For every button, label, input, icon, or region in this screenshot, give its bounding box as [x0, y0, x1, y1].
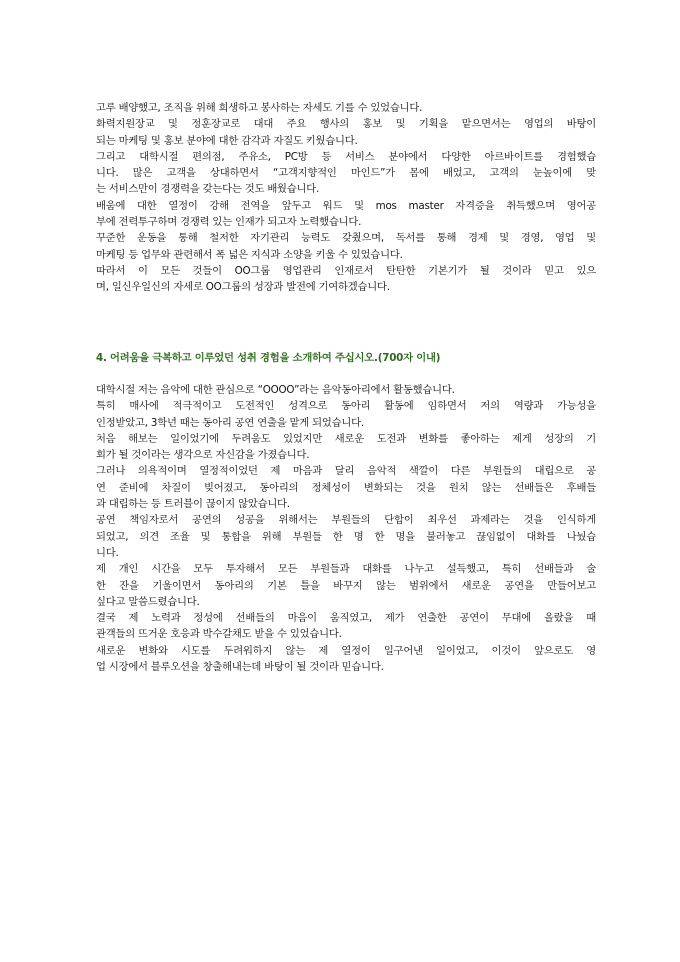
question-4-heading: 4. 어려움을 극복하고 이루었던 성취 경험을 소개하여 주십시오.(700자 이내): [96, 352, 441, 364]
text-line: 되었고, 의견 조율 및 통합을 위해 부원들 한 명 한 명을 불러놓고 끊임없이 대화를 나눴습: [96, 530, 596, 543]
text-line: 따라서 이 모든 것들이 OO그룹 영업관리 인재로서 탄탄한 기본기가 될 것이라 믿고 있으: [96, 264, 596, 277]
text-line: 니다.: [96, 546, 119, 559]
text-line: 꾸준한 운동을 통해 철저한 자기관리 능력도 갖췄으며, 독서를 통해 경제 및 경영, 영업 및: [96, 232, 596, 245]
text-line: 결국 제 노력과 정성에 선배들의 마음이 움직였고, 제가 연출한 공연이 무대에 올랐을 때: [96, 612, 596, 625]
text-line: 그러나 의욕적이며 열정적이었던 제 마음과 달리 음악적 색깔이 다른 부원들의 대립으로 공: [96, 465, 596, 478]
text-line: 부에 전력투구하며 경쟁력 있는 인재가 되고자 노력했습니다.: [96, 216, 362, 229]
text-line: 는 서비스만이 경쟁력을 갖는다는 것도 배웠습니다.: [96, 183, 320, 196]
text-line: 특히 매사에 적극적이고 도전적인 성격으로 동아리 활동에 임하면서 저의 역량과 가능성을: [96, 400, 596, 413]
text-line: 되는 마케팅 및 홍보 분야에 대한 감각과 자질도 키웠습니다.: [96, 134, 358, 147]
text-line: 며, 일신우일신의 자세로 OO그룹의 성장과 발전에 기여하겠습니다.: [96, 281, 390, 294]
text-line: 고루 배양했고, 조직을 위해 희생하고 봉사하는 자세도 기를 수 있었습니다.: [96, 102, 423, 114]
text-line: 제 개인 시간을 모두 투자해서 모든 부원들과 대화를 나누고 설득했고, 특히 선배들과 술: [96, 563, 596, 576]
text-line: 업 시장에서 블루오션을 창출해내는데 바탕이 될 것이라 믿습니다.: [96, 661, 384, 674]
text-line: 연 준비에 차질이 빚어졌고, 동아리의 정체성이 변화되는 것을 원치 않는 선배들은 후배들: [96, 481, 596, 494]
text-line: 화력지원장교 및 정훈장교로 대대 주요 행사의 홍보 및 기획을 맡으면서는 영업의 바탕이: [96, 118, 596, 131]
text-line: 새로운 변화와 시도를 두려워하지 않는 제 열정이 일구어낸 일이었고, 이것이 앞으로도 영: [96, 644, 596, 657]
text-line: 공연 책임자로서 공연의 성공을 위해서는 부원들의 단합이 최우선 과제라는 것을 인식하게: [96, 514, 596, 527]
section-1-body: [96, 100, 596, 296]
text-line: 한 잔을 기울이면서 동아리의 기본 틀을 바꾸지 않는 범위에서 새로운 공연을 만들어보고: [96, 579, 596, 592]
text-line: 싶다고 말씀드렸습니다.: [96, 595, 200, 608]
section-2-body: [96, 382, 596, 675]
text-line: 니다. 많은 고객을 상대하면서 “고객지향적인 마인드”가 몸에 배었고, 고객의 눈높이에 맞: [96, 167, 596, 180]
text-line: 처음 해보는 일이었기에 두려움도 있었지만 새로운 도전과 변화를 좋아하는 제게 성장의 기: [96, 432, 596, 445]
text-line: 마케팅 등 업무와 관련해서 폭 넓은 지식과 소양을 키울 수 있었습니다.: [96, 248, 403, 261]
text-line: 인정받았고, 3학년 때는 동아리 공연 연출을 맡게 되었습니다.: [96, 416, 364, 429]
text-line: 그리고 대학시절 편의점, 주유소, PC방 등 서비스 분야에서 다양한 아르바이트를 경험했습: [96, 150, 596, 163]
text-line: 회가 될 것이라는 생각으로 자신감을 가졌습니다.: [96, 449, 310, 462]
text-line: 배움에 대한 열정이 강해 전역을 앞두고 워드 및 mos master 자격증을 취득했으며 영어공: [96, 199, 596, 212]
text-line: 과 대립하는 등 트러블이 끊이지 않았습니다.: [96, 498, 290, 511]
text-line: 대학시절 저는 음악에 대한 관심으로 “OOOO”라는 음악동아리에서 활동했습니다.: [96, 384, 455, 396]
text-line: 관객들의 뜨거운 호응과 박수갈채도 받을 수 있었습니다.: [96, 628, 342, 641]
